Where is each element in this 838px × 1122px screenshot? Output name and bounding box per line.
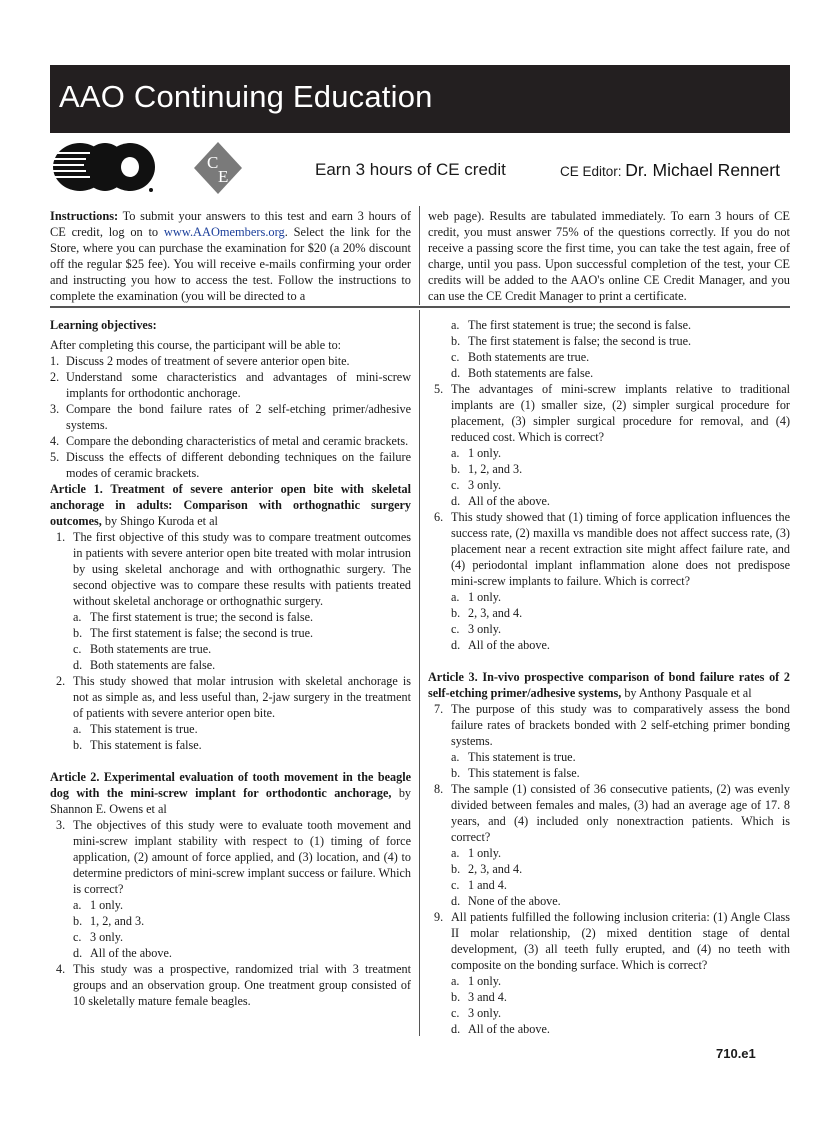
question [428,781,790,845]
item-number: 2. [50,370,60,384]
article-authors: by Anthony Pasquale et al [621,686,752,700]
answer-option[interactable] [50,721,411,737]
article-heading [50,481,411,529]
instructions-text: . Select the link for the Store, where you can purchase the examination for $20 (a 20% discount off the regular $25 fee). You will receive e-mails confirming your order and instructing you how to access the test. Follow the instructions to complete the examination (you will be directed to a [50,225,411,303]
article-title: Article 1. Treatment of severe anterior open bite with skeletal anchorage in adults: Comparison with orthognathic surgery outcomes, [50,482,411,528]
option-text: All of the above. [90,946,172,960]
option-letter: d. [451,366,461,380]
item-number: 7. [434,702,444,716]
ce-diamond-logo-icon [192,140,244,196]
item-text: All patients fulfilled the following inclusion criteria: (1) Angle Class II molar relationship, (2) mixed dentition stage of dental development, (3) all teeth fully erupted, and (4) no teeth with composite on the bonding surface. Which is correct? [451,910,790,972]
answer-option[interactable] [50,641,411,657]
option-letter: a. [451,590,460,604]
option-letter: a. [73,898,82,912]
option-text: 3 only. [90,930,124,944]
article-authors: by Shannon E. Owens et al [50,786,412,816]
answer-option[interactable] [428,445,790,461]
option-text: 1, 2, and 3. [468,462,523,476]
option-text: This statement is false. [90,738,202,752]
question [50,817,411,897]
column-divider [419,206,420,305]
answer-option[interactable] [428,893,790,909]
item-text: Understand some characteristics and advantages of mini-screw implants for orthodontic anchorage. [66,370,411,400]
section-rule [50,306,790,308]
spacer [50,753,411,769]
question [428,509,790,589]
item-text: Discuss 2 modes of treatment of severe anterior open bite. [66,354,350,368]
option-text: Both statements are true. [90,642,212,656]
title-banner [50,65,790,133]
answer-option[interactable] [50,625,411,641]
option-letter: b. [73,626,83,640]
answer-option[interactable] [428,749,790,765]
option-text: 2, 3, and 4. [468,862,523,876]
instructions-label: Instructions: [50,209,119,223]
svg-text:E: E [218,167,229,186]
answer-option[interactable] [428,493,790,509]
option-letter: b. [73,914,83,928]
option-letter: c. [451,478,460,492]
option-text: 3 and 4. [468,990,507,1004]
aao-logo-icon [50,140,158,196]
answer-option[interactable] [428,861,790,877]
item-text: The first objective of this study was to compare treatment outcomes in patients with severe anterior open bite treated with molar intrusion by using skeletal anchorage and with orthognathic surgery. The second objective was to compare these results with patients treated without skeletal anchorage or orthognathic surgery. [73,530,411,608]
editor-label: CE Editor: [560,164,622,179]
answer-option[interactable] [50,657,411,673]
answer-option[interactable] [428,589,790,605]
option-letter: d. [73,658,83,672]
intro-text: After completing this course, the participant will be able to: [50,338,342,352]
answer-option[interactable] [50,913,411,929]
item-text: The sample (1) consisted of 36 consecutive patients, (2) was evenly divided between females and males, (3) had an average age of 17. 8 years, and (4) included only nonextraction patients. Which is correct? [451,782,790,844]
option-text: 2, 3, and 4. [468,606,523,620]
item-number: 3. [50,402,60,416]
option-letter: c. [451,1006,460,1020]
option-text: 1 and 4. [468,878,507,892]
option-letter: c. [451,622,460,636]
answer-option[interactable] [428,973,790,989]
option-text: 1 only. [90,898,124,912]
option-text: This statement is false. [468,766,580,780]
item-text: Compare the bond failure rates of 2 self-etching primer/adhesive systems. [66,402,411,432]
option-letter: a. [73,610,82,624]
item-number: 5. [50,450,60,464]
objective-item [50,449,411,481]
option-text: This statement is true. [90,722,198,736]
item-text: Compare the debonding characteristics of metal and ceramic brackets. [66,434,409,448]
option-text: 1 only. [468,446,502,460]
item-number: 2. [56,674,66,688]
answer-option[interactable] [50,945,411,961]
objective-item [50,401,411,433]
option-letter: a. [451,318,460,332]
option-letter: b. [451,862,461,876]
option-letter: a. [73,722,82,736]
option-letter: d. [451,494,461,508]
question [428,701,790,749]
article-heading [428,669,790,701]
answer-option[interactable] [50,897,411,913]
item-number: 1. [50,354,60,368]
item-text: This study showed that molar intrusion with skeletal anchorage is not as simple as, and less useful than, 2-jaw surgery in the treatment of patients with severe anterior open bite. [73,674,411,720]
left-column [50,317,411,1009]
answer-option[interactable] [428,349,790,365]
answer-option[interactable] [428,621,790,637]
answer-option[interactable] [428,1005,790,1021]
item-text: The purpose of this study was to comparatively assess the bond failure rates of brackets bonded with 2 self-etching primer bonding systems. [451,702,790,748]
option-letter: b. [451,462,461,476]
option-letter: a. [451,846,460,860]
svg-text:C: C [207,153,219,172]
item-text: This study showed that (1) timing of force application influences the success rate, (2) maxilla vs mandible does not affect success rate, (3) placement near a recent extraction site might affect failure rate, and (4) periodontal implant inflammation alone does not predispose mini-screw implants to failure. Which is correct? [451,510,790,588]
instructions-right: web page). Results are tabulated immediately. To earn 3 hours of CE credit, you must answer 75% of the questions correctly. If you do not receive a passing score the first time, you can take the test again, free of charge, until you pass. Upon successful completion of the test, your CE credits will be added to the AAO's online CE Credit Manager, and you can use the CE Credit Manager to print a certificate. [428,209,790,303]
option-text: 3 only. [468,622,502,636]
option-text: All of the above. [468,494,550,508]
answer-option[interactable] [428,365,790,381]
answer-option[interactable] [428,765,790,781]
answer-option[interactable] [428,637,790,653]
option-text: 1 only. [468,590,502,604]
item-number: 9. [434,910,444,924]
answer-option[interactable] [428,877,790,893]
option-letter: b. [451,766,461,780]
article-title: Article 2. Experimental evaluation of tooth movement in the beagle dog with the mini-screw implant for orthodontic anchorage, [50,770,411,800]
item-text: The advantages of mini-screw implants relative to traditional implants are (1) smaller size, (2) simpler surgical procedure for placement, (3) simpler surgical procedure for removal, and (4) reduced cost. Which is correct? [451,382,790,444]
option-letter: c. [73,642,82,656]
objective-item [50,369,411,401]
answer-option[interactable] [50,929,411,945]
option-text: 3 only. [468,1006,502,1020]
question [50,529,411,609]
answer-option[interactable] [428,461,790,477]
item-number: 6. [434,510,444,524]
answer-option[interactable] [428,605,790,621]
item-number: 3. [56,818,66,832]
editor-name: Dr. Michael Rennert [625,160,780,180]
article-heading [50,769,411,817]
spacer [428,653,790,669]
option-letter: b. [73,738,83,752]
option-letter: c. [451,878,460,892]
option-text: The first statement is false; the second is true. [90,626,314,640]
ce-credit-heading: Earn 3 hours of CE credit [315,160,506,179]
item-number: 4. [56,962,66,976]
aao-members-link[interactable]: www.AAOmembers.org [163,225,285,239]
objective-item [50,353,411,369]
answer-option[interactable] [428,477,790,493]
instructions-left [50,208,411,304]
question [50,961,411,1009]
option-letter: a. [451,974,460,988]
instructions-text: To submit your answers to this test and earn 3 hours of CE credit, log on to [50,209,411,239]
option-text: This statement is true. [468,750,576,764]
option-letter: c. [451,350,460,364]
answer-option[interactable] [428,1021,790,1037]
article-title: Article 3. In-vivo prospective comparison of bond failure rates of 2 self-etching primer/adhesive systems, [428,670,790,700]
option-letter: a. [451,446,460,460]
answer-option[interactable] [428,845,790,861]
option-text: Both statements are true. [468,350,590,364]
item-number: 1. [56,530,66,544]
option-letter: d. [451,1022,461,1036]
answer-option[interactable] [428,989,790,1005]
option-text: 1 only. [468,846,502,860]
option-text: Both statements are false. [90,658,216,672]
answer-option[interactable] [428,333,790,349]
item-number: 4. [50,434,60,448]
option-text: None of the above. [468,894,561,908]
option-text: All of the above. [468,1022,550,1036]
option-letter: d. [73,946,83,960]
option-letter: b. [451,606,461,620]
right-column [428,317,790,1037]
option-text: 1, 2, and 3. [90,914,145,928]
option-text: The first statement is true; the second is false. [90,610,314,624]
item-number: 8. [434,782,444,796]
item-text: The objectives of this study were to evaluate tooth movement and mini-screw implant stability with respect to (1) timing of force application, (2) amount of force applied, and (3) location, and (4) to determine predictors of mini-screw implant success or failure. Which is correct? [73,818,411,896]
answer-option[interactable] [50,609,411,625]
question [428,909,790,973]
option-text: 1 only. [468,974,502,988]
section-heading: Learning objectives: [50,318,157,332]
article-authors: by Shingo Kuroda et al [101,514,218,528]
page-title: AAO Continuing Education [59,79,433,114]
column-divider [419,310,420,1036]
question [50,673,411,721]
option-text: All of the above. [468,638,550,652]
question [428,381,790,445]
answer-option[interactable] [50,737,411,753]
option-letter: d. [451,894,461,908]
option-text: 3 only. [468,478,502,492]
answer-option[interactable] [428,317,790,333]
option-letter: a. [451,750,460,764]
ce-editor [560,160,780,181]
option-letter: d. [451,638,461,652]
option-letter: c. [73,930,82,944]
item-text: This study was a prospective, randomized trial with 3 treatment groups and an observation group. One treatment group consisted of 10 skeletally mature female beagles. [73,962,411,1008]
option-text: The first statement is false; the second is true. [468,334,692,348]
page-number: 710.e1 [716,1046,756,1061]
item-number: 5. [434,382,444,396]
option-text: Both statements are false. [468,366,594,380]
option-letter: b. [451,334,461,348]
item-text: Discuss the effects of different debonding techniques on the failure modes of ceramic brackets. [66,450,411,480]
objective-item [50,433,411,449]
option-text: The first statement is true; the second is false. [468,318,692,332]
option-letter: b. [451,990,461,1004]
